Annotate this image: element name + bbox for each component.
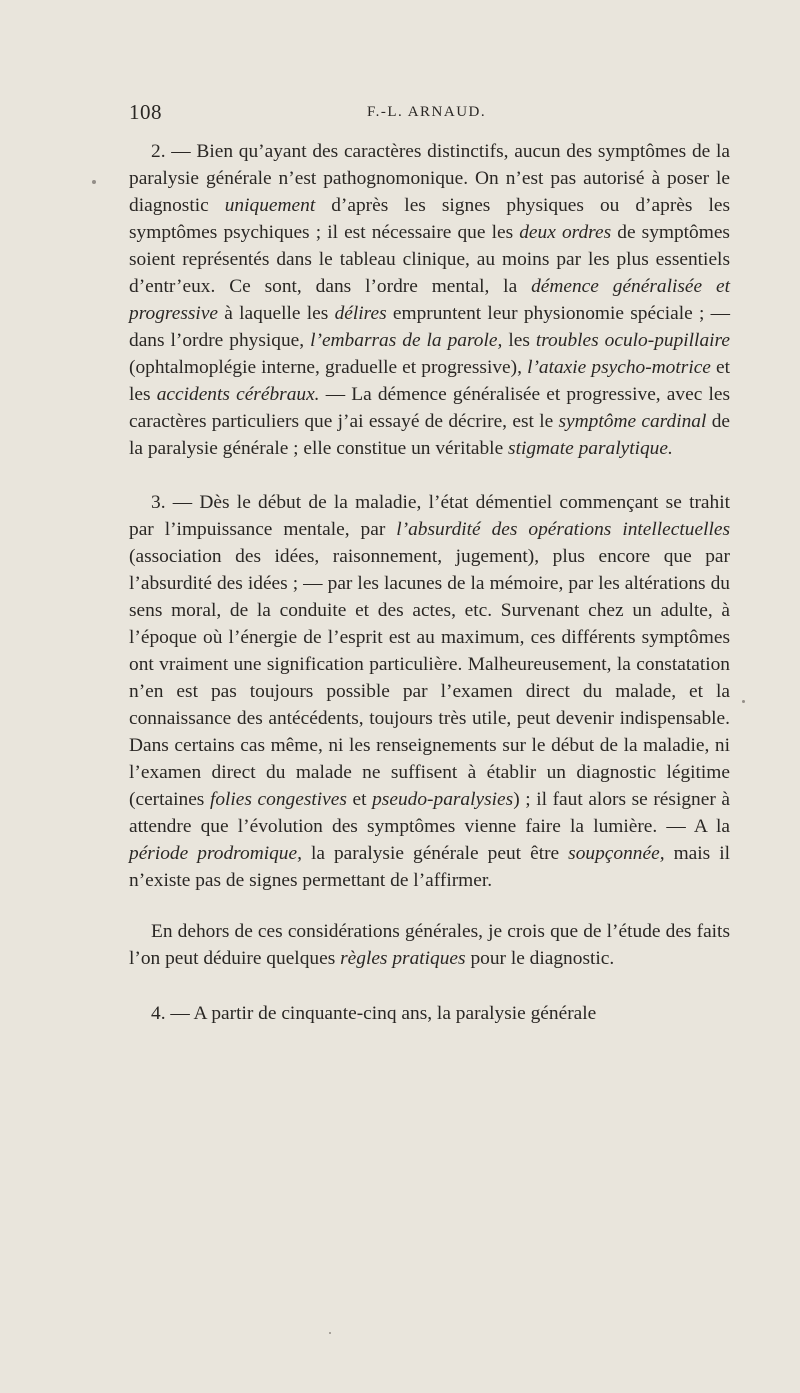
italic-run: période prodromique, (129, 843, 302, 864)
page-header (129, 100, 729, 130)
italic-run: stigmate paralytique. (508, 438, 673, 459)
text-run: 4. — A partir de cinquante-cinq ans, la paralysie générale (151, 1003, 597, 1024)
text-run: mais il n’existe pas de signes permettant de l’affirmer. (129, 843, 731, 891)
text-run: 2. — Bien qu’ayant des caractères distinctifs, aucun des symptômes de la paralysie générale n’est pathognomonique. On n’est pas autorisé à poser le diagnostic (129, 141, 730, 216)
paragraph-3 (129, 489, 730, 894)
page-number: 108 (129, 100, 162, 124)
italic-run: soupçonnée, (568, 843, 665, 864)
paper-speck (92, 180, 96, 184)
running-head: F.-L. ARNAUD. (367, 104, 487, 120)
italic-run: symptôme cardinal (558, 411, 707, 432)
italic-run: folies congestives (209, 789, 347, 810)
text-run: ) ; il faut alors se résigner à attendre que l’évolution des symptômes vienne faire la lumière. — A la (129, 789, 730, 837)
text-run: — La démence généralisée et progressive, avec les caractères particuliers que j’ai essayé de décrire, est le (129, 384, 731, 432)
text-run: d’après les signes physiques ou d’après les symptômes psychiques ; il est nécessaire que les (129, 195, 730, 243)
italic-run: l’embarras de la parole, (310, 330, 503, 351)
body-text (129, 138, 730, 1027)
italic-run: démence généralisée et progressive (129, 276, 731, 324)
italic-run: uniquement (224, 195, 316, 216)
text-run: à laquelle les (218, 303, 335, 324)
paragraph-general (129, 918, 730, 972)
italic-run: délires (334, 303, 387, 324)
italic-run: deux ordres (519, 222, 612, 243)
text-run: pour le diagnostic. (465, 948, 615, 969)
text-run: empruntent leur physionomie spéciale ; — dans l’ordre physique, (129, 303, 730, 351)
text-run: de symptômes soient représentés dans le tableau clinique, au moins par les plus essentiels d’entr’eux. Ce sont, dans l’ordre mental, la (129, 222, 730, 297)
italic-run: pseudo-paralysies (372, 789, 514, 810)
paragraph-4 (129, 1000, 730, 1027)
paper-speck (742, 700, 745, 703)
text-run: (association des idées, raisonnement, jugement), plus encore que par l’absurdité des idées ; — par les lacunes de la mémoire, par les altérations du sens moral, de la conduite et des actes, etc. Survenant chez un adulte, à l’époque où l’énergie de l’esprit est au maximum, ces différents symptômes ont vraiment une signification particulière. Malheureusement, la constatation n’en est pas toujours possible par l’examen direct du malade, et la connaissance des antécédents, toujours très utile, peut devenir indispensable. Dans certains cas même, ni les renseignements sur le début de la maladie, ni l’examen direct du malade ne suffisent à établir un diagnostic légitime (certaines (129, 546, 730, 810)
italic-run: règles pratiques (340, 948, 466, 969)
text-run: la paralysie générale peut être (301, 843, 569, 864)
text-run: (ophtalmoplégie interne, graduelle et progressive), (129, 357, 528, 378)
italic-run: l’absurdité des opérations intellectuelles (396, 519, 730, 540)
italic-run: accidents cérébraux. (156, 384, 320, 405)
italic-run: l’ataxie psycho-motrice (527, 357, 711, 378)
text-run: et (346, 789, 373, 810)
paragraph-2 (129, 138, 730, 462)
paper-speck (329, 1332, 331, 1334)
text-run: de la paralysie générale ; elle constitue un véritable (129, 411, 730, 459)
text-run: 3. — Dès le début de la maladie, l’état démentiel commençant se trahit par l’impuissance mentale, par (129, 492, 730, 540)
text-run: En dehors de ces considérations générales, je crois que de l’étude des faits l’on peut déduire quelques (129, 921, 730, 969)
text-run: et les (129, 357, 731, 405)
italic-run: troubles oculo-pupillaire (535, 330, 730, 351)
text-run: les (502, 330, 536, 351)
